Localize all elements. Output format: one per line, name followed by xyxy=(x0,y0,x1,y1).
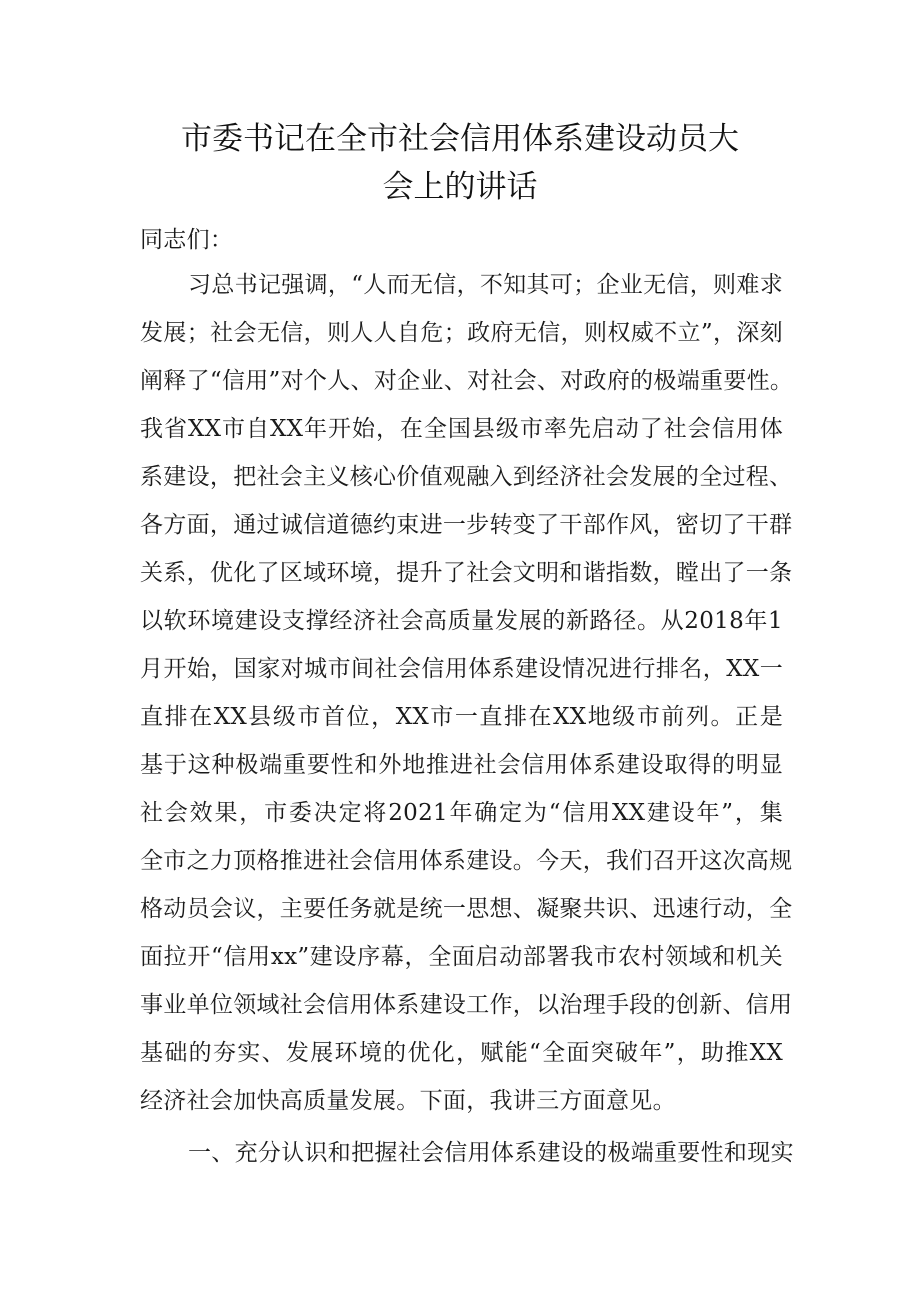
section-heading-line: 一、充分认识和把握社会信用体系建设的极端重要性和现实 xyxy=(188,1140,794,1166)
body-line: 事业单位领域社会信用体系建设工作，以治理手段的创新、信用 xyxy=(140,992,793,1018)
body-line: 格动员会议，主要任务就是统一思想、凝聚共识、迅速行动，全 xyxy=(140,896,793,922)
body-line: 发展；社会无信，则人人自危；政府无信，则权威不立”，深刻 xyxy=(140,320,783,346)
body-line: 习总书记强调，“人而无信，不知其可；企业无信，则难求 xyxy=(188,272,783,298)
body-line: 系建设，把社会主义核心价值观融入到经济社会发展的全过程、 xyxy=(140,464,793,490)
body-line: 我省XX市自XX年开始，在全国县级市率先启动了社会信用体 xyxy=(140,416,783,442)
body-line: 基础的夯实、发展环境的优化，赋能“全面突破年”，助推XX xyxy=(140,1040,783,1066)
body-line: 社会效果，市委决定将2021年确定为“信用XX建设年”，集 xyxy=(140,800,783,826)
document-title-line-1: 市委书记在全市社会信用体系建设动员大 xyxy=(181,121,739,157)
body-line: 基于这种极端重要性和外地推进社会信用体系建设取得的明显 xyxy=(140,752,783,778)
document-title-line-2: 会上的讲话 xyxy=(382,169,538,205)
body-line: 全市之力顶格推进社会信用体系建设。今天，我们召开这次高规 xyxy=(140,848,793,874)
body-line: 月开始，国家对城市间社会信用体系建设情况进行排名，XX一 xyxy=(140,656,783,682)
body-line: 关系，优化了区域环境，提升了社会文明和谐指数，瞠出了一条 xyxy=(140,560,793,586)
salutation: 同志们： xyxy=(140,227,234,253)
body-line: 阐释了“信用”对个人、对企业、对社会、对政府的极端重要性。 xyxy=(140,368,794,394)
body-line: 面拉开“信用xx”建设序幕，全面启动部署我市农村领域和机关 xyxy=(140,944,783,970)
body-line: 直排在XX县级市首位，XX市一直排在XX地级市前列。正是 xyxy=(140,704,783,730)
body-line: 各方面，通过诚信道德约束进一步转变了干部作风，密切了干群 xyxy=(140,512,793,538)
body-line: 以软环境建设支撑经济社会高质量发展的新路径。从2018年1 xyxy=(140,608,783,634)
body-line: 经济社会加快高质量发展。下面，我讲三方面意见。 xyxy=(140,1088,676,1114)
